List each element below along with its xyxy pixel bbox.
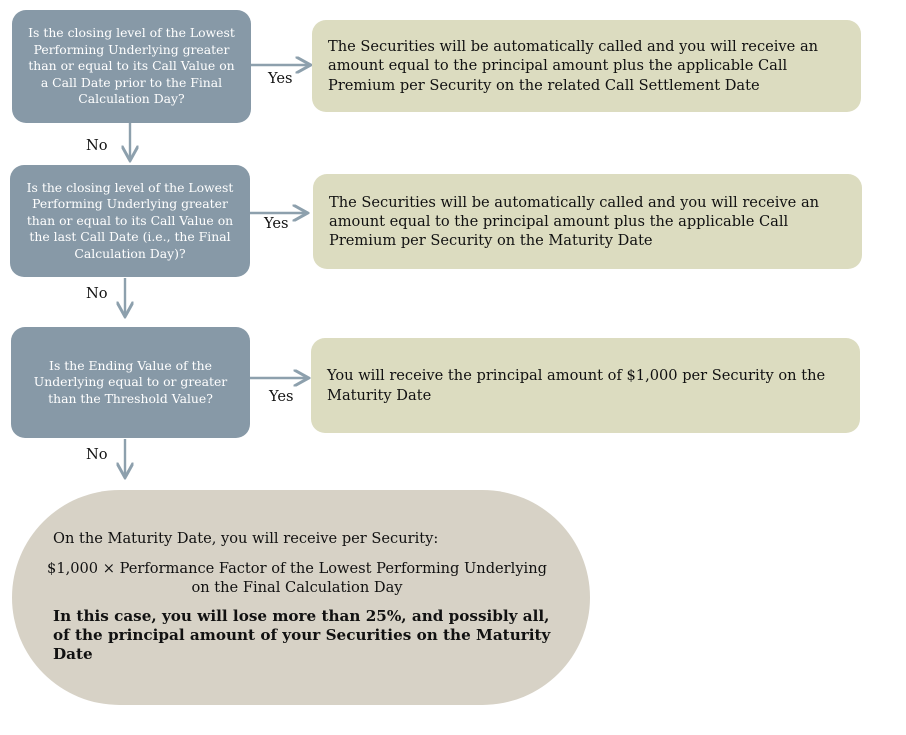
question-box-1 <box>12 10 251 123</box>
question-box-2 <box>10 165 250 277</box>
question-text-3: Is the Ending Value of the Underlying equal to or greater than the Threshold Value? <box>33 357 228 406</box>
yes-label-2: Yes <box>264 215 289 232</box>
outcome-text-2: The Securities will be automatically called and you will receive an amount equal to the principal amount plus the applicable Call Premium per Security on the Maturity Date <box>329 193 820 250</box>
question-text-2: Is the closing level of the Lowest Performing Underlying greater than or equal to its Call Value on the last Call Date (i.e., the Final Calculation Day)? <box>26 179 234 261</box>
final-outcome-box <box>12 490 590 705</box>
outcome-box-1 <box>312 20 861 112</box>
final-formula-line2: on the Final Calculation Day <box>191 578 403 596</box>
yes-label-1: Yes <box>268 70 293 87</box>
final-warning: In this case, you will lose more than 25%, and possibly all, of the principal amount of your Securities on the Maturity Date <box>53 607 551 663</box>
final-intro: On the Maturity Date, you will receive per Security: <box>53 530 439 547</box>
no-label-1: No <box>86 137 108 154</box>
final-formula <box>12 560 582 598</box>
outcome-text-1: The Securities will be automatically called and you will receive an amount equal to the principal amount plus the applicable Call Premium per Security on the related Call Settlement Date <box>328 38 819 94</box>
no-label-2: No <box>86 285 108 302</box>
no-label-3: No <box>86 446 108 463</box>
final-formula-line1: $1,000 × Performance Factor of the Lowest Performing Underlying <box>47 560 547 577</box>
outcome-text-3: You will receive the principal amount of $1,000 per Security on the Maturity Date <box>327 367 826 404</box>
question-text-1: Is the closing level of the Lowest Performing Underlying greater than or equal to its Call Value on a Call Date prior to the Final Calculation Day? <box>28 25 235 107</box>
yes-label-3: Yes <box>269 388 294 405</box>
question-box-3 <box>11 327 250 438</box>
outcome-box-2 <box>313 174 862 269</box>
outcome-box-3 <box>311 338 860 433</box>
